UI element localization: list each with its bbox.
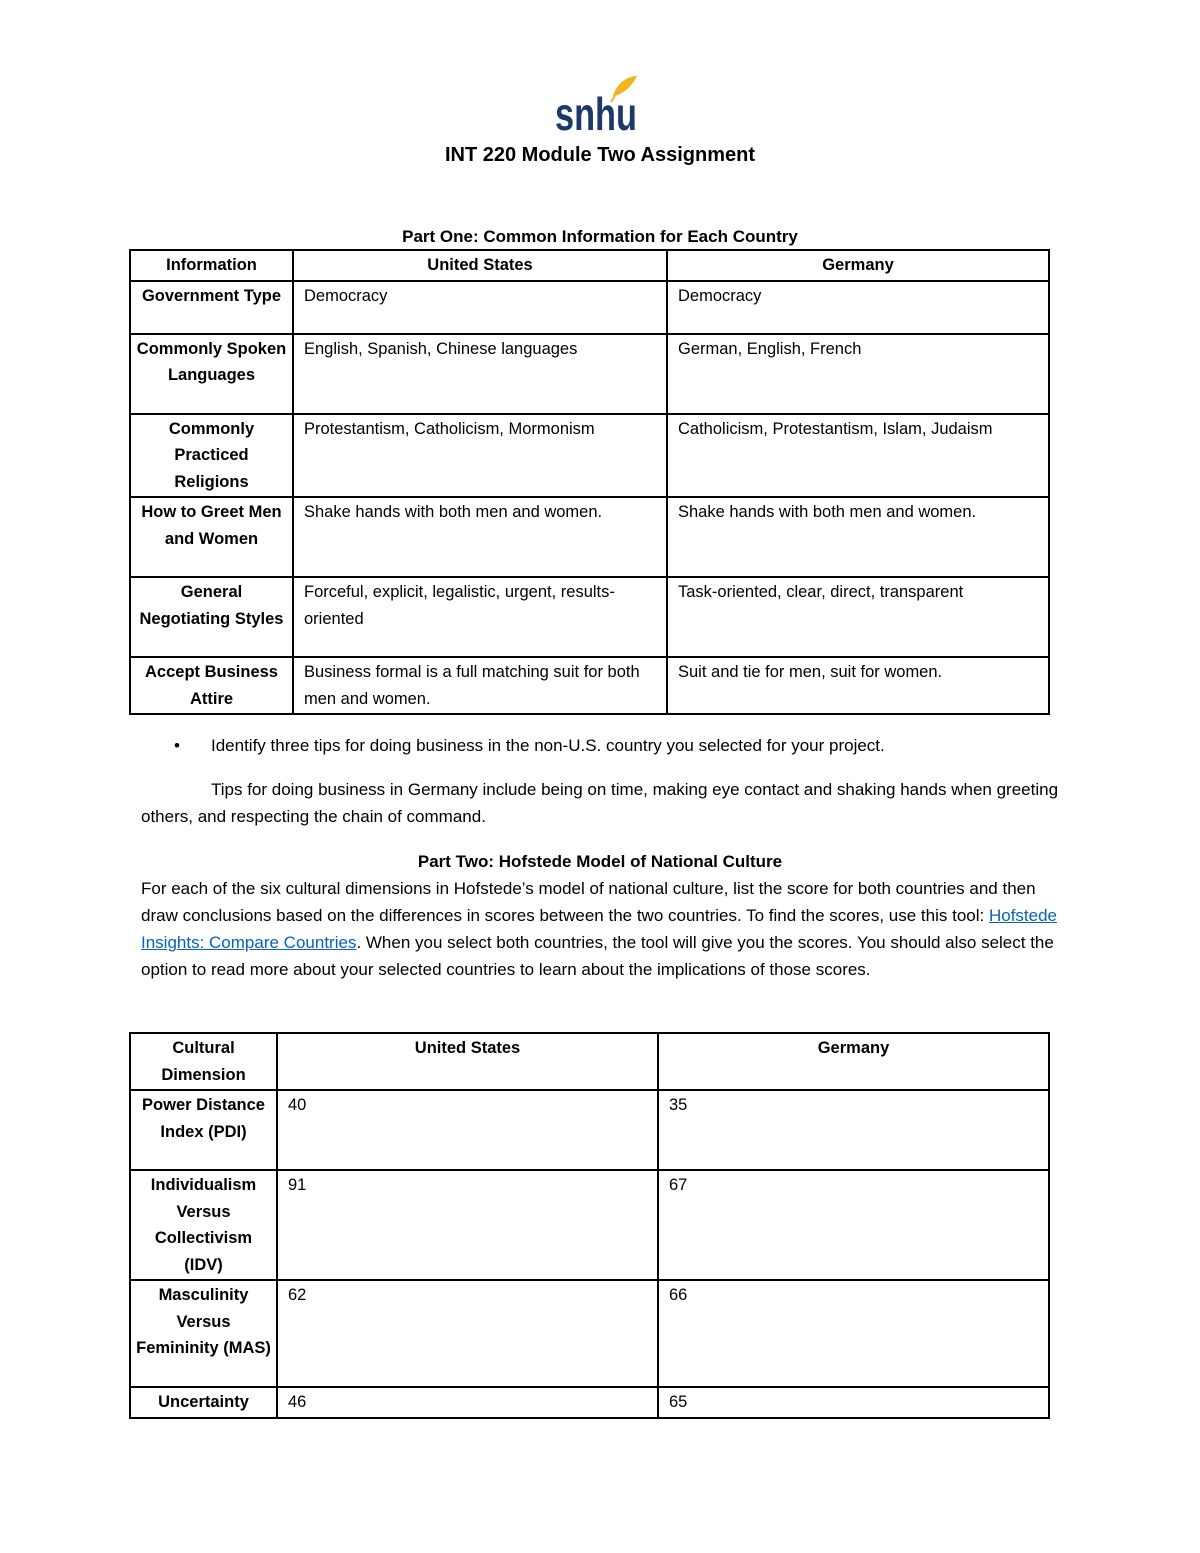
column-header: Cultural Dimension (130, 1033, 277, 1090)
table-row (130, 1170, 1049, 1280)
snhu-logo (555, 74, 645, 140)
page-title: INT 220 Module Two Assignment (444, 144, 756, 166)
column-header: Germany (667, 250, 1049, 281)
svg-text:snhu: snhu (555, 88, 637, 140)
cell-us: English, Spanish, Chinese languages (293, 334, 667, 414)
part-two-caption: Part Two: Hofstede Model of National Culture (417, 852, 783, 871)
table-row (130, 497, 1049, 577)
row-label: Masculinity Versus Femininity (MAS) (130, 1280, 277, 1387)
cell-us: 46 (277, 1387, 658, 1418)
cell-germany: 35 (658, 1090, 1049, 1170)
row-label: Uncertainty (130, 1387, 277, 1418)
tips-paragraph: Tips for doing business in Germany include being on time, making eye contact and shaking hands when greeting others, and respecting the chain of command. (141, 780, 1059, 826)
cell-germany: Shake hands with both men and women. (667, 497, 1049, 577)
part-two-intro (141, 875, 1061, 983)
row-label: Power Distance Index (PDI) (130, 1090, 277, 1170)
bullet-text: Identify three tips for doing business in the non-U.S. country you selected for your project. (211, 736, 885, 755)
cell-us: Democracy (293, 281, 667, 334)
table-row (130, 657, 1049, 714)
cell-us: Shake hands with both men and women. (293, 497, 667, 577)
cell-germany: German, English, French (667, 334, 1049, 414)
cell-germany: 67 (658, 1170, 1049, 1280)
row-label: Individualism Versus Collectivism (IDV) (130, 1170, 277, 1280)
table-row (130, 281, 1049, 334)
bullet-icon: • (174, 736, 180, 755)
table-header-row (130, 250, 1049, 281)
row-label: Government Type (130, 281, 293, 334)
cell-germany: 65 (658, 1387, 1049, 1418)
table-row (130, 414, 1049, 498)
part-one-caption: Part One: Common Information for Each Country (402, 227, 798, 246)
table-row (130, 1387, 1049, 1418)
column-header: United States (293, 250, 667, 281)
table-header-row (130, 1033, 1049, 1090)
row-label: Commonly Practiced Religions (130, 414, 293, 498)
row-label: Accept Business Attire (130, 657, 293, 714)
cell-germany: Suit and tie for men, suit for women. (667, 657, 1049, 714)
row-label: General Negotiating Styles (130, 577, 293, 657)
cell-us: Forceful, explicit, legalistic, urgent, results-oriented (293, 577, 667, 657)
table-row (130, 334, 1049, 414)
cell-germany: Catholicism, Protestantism, Islam, Judaism (667, 414, 1049, 498)
cell-germany: Task-oriented, clear, direct, transparent (667, 577, 1049, 657)
cell-us: Business formal is a full matching suit for both men and women. (293, 657, 667, 714)
column-header: United States (277, 1033, 658, 1090)
row-label: Commonly Spoken Languages (130, 334, 293, 414)
country-info-table (129, 249, 1050, 715)
hofstede-link[interactable]: Hofstede Insights: Compare Countries (141, 906, 1058, 952)
hofstede-table (129, 1032, 1050, 1419)
cell-us: Protestantism, Catholicism, Mormonism (293, 414, 667, 498)
cell-us: 40 (277, 1090, 658, 1170)
table-row (130, 1280, 1049, 1387)
intro-text: For each of the six cultural dimensions in Hofstede’s model of national culture, list the score for both countries and then draw conclusions based on the differences in scores between the two countries. To find the scores, use this tool: (141, 879, 1036, 925)
cell-germany: 66 (658, 1280, 1049, 1387)
cell-us: 91 (277, 1170, 658, 1280)
bullet-item (174, 732, 1094, 759)
table-row (130, 577, 1049, 657)
column-header: Information (130, 250, 293, 281)
row-label: How to Greet Men and Women (130, 497, 293, 577)
table-row (130, 1090, 1049, 1170)
cell-germany: Democracy (667, 281, 1049, 334)
column-header: Germany (658, 1033, 1049, 1090)
intro-text: . When you select both countries, the tool will give you the scores. You should also select the option to read more about your selected countries to learn about the implications of those scores. (141, 933, 1054, 979)
cell-us: 62 (277, 1280, 658, 1387)
